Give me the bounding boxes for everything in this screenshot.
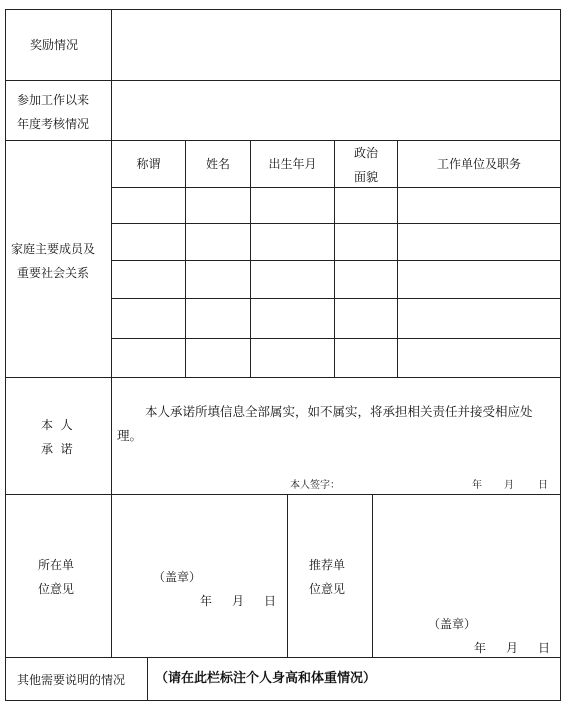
recommend-date-month: 月 bbox=[506, 641, 519, 655]
appraisal-label-line2: 年度考核情况 bbox=[17, 117, 90, 131]
pledge-text-line2: 理。 bbox=[117, 428, 143, 443]
opinion-divider bbox=[287, 494, 288, 657]
column-header-work: 工作单位及职务 bbox=[436, 157, 521, 171]
family-col-divider bbox=[185, 140, 186, 377]
column-header-name: 姓名 bbox=[205, 157, 230, 171]
other-label-divider bbox=[147, 657, 148, 701]
unit-date-year: 年 bbox=[200, 594, 213, 608]
column-header-political-line2: 面貌 bbox=[353, 170, 378, 184]
recommend-opinion-label-line1: 推荐单 bbox=[309, 558, 346, 572]
unit-seal-label: （盖章） bbox=[153, 570, 202, 584]
family-row-divider bbox=[111, 260, 561, 261]
family-row-divider bbox=[111, 298, 561, 299]
column-header-birth: 出生年月 bbox=[268, 157, 317, 171]
family-col-divider bbox=[250, 140, 251, 377]
form-border-bottom bbox=[5, 700, 561, 701]
family-row-divider bbox=[111, 338, 561, 339]
row-divider bbox=[5, 80, 561, 81]
signature-label: 本人签字： bbox=[290, 480, 340, 491]
family-label-line1: 家庭主要成员及 bbox=[11, 242, 96, 256]
family-row-divider bbox=[111, 187, 561, 188]
form-border-right bbox=[560, 9, 561, 701]
pledge-date-day: 日 bbox=[538, 480, 548, 491]
other-notes-instruction: （请在此栏标注个人身高和体重情况） bbox=[155, 671, 377, 686]
pledge-date-year: 年 bbox=[472, 480, 482, 491]
unit-opinion-label-line1: 所在单 bbox=[38, 558, 75, 572]
form-border-top bbox=[5, 9, 561, 10]
row-divider bbox=[5, 140, 561, 141]
pledge-label-line2: 承 诺 bbox=[41, 442, 73, 456]
family-row-divider bbox=[111, 223, 561, 224]
unit-date-day: 日 bbox=[264, 594, 277, 608]
pledge-label-line1: 本 人 bbox=[41, 418, 73, 432]
row-divider bbox=[5, 657, 561, 658]
family-col-divider bbox=[397, 140, 398, 377]
pledge-text-line1: 本人承诺所填信息全部属实，如不属实，将承担相关责任并接受相应处 bbox=[145, 404, 533, 419]
recommend-seal-label: （盖章） bbox=[428, 617, 477, 631]
opinion-divider bbox=[372, 494, 373, 657]
other-notes-label: 其他需要说明的情况 bbox=[17, 673, 126, 687]
family-label-line2: 重要社会关系 bbox=[17, 266, 90, 280]
appraisal-label-line1: 参加工作以来 bbox=[17, 93, 90, 107]
pledge-date-month: 月 bbox=[504, 480, 514, 491]
recommend-date-year: 年 bbox=[474, 641, 487, 655]
unit-opinion-label-line2: 位意见 bbox=[38, 582, 75, 596]
unit-date-month: 月 bbox=[232, 594, 245, 608]
label-column-divider bbox=[111, 9, 112, 657]
recommend-opinion-label-line2: 位意见 bbox=[309, 582, 346, 596]
recommend-date-day: 日 bbox=[538, 641, 551, 655]
awards-label: 奖励情况 bbox=[30, 38, 79, 52]
row-divider bbox=[5, 377, 561, 378]
column-header-title: 称谓 bbox=[136, 157, 161, 171]
row-divider bbox=[5, 494, 561, 495]
form-border-left bbox=[5, 9, 6, 701]
column-header-political-line1: 政治 bbox=[353, 146, 378, 160]
